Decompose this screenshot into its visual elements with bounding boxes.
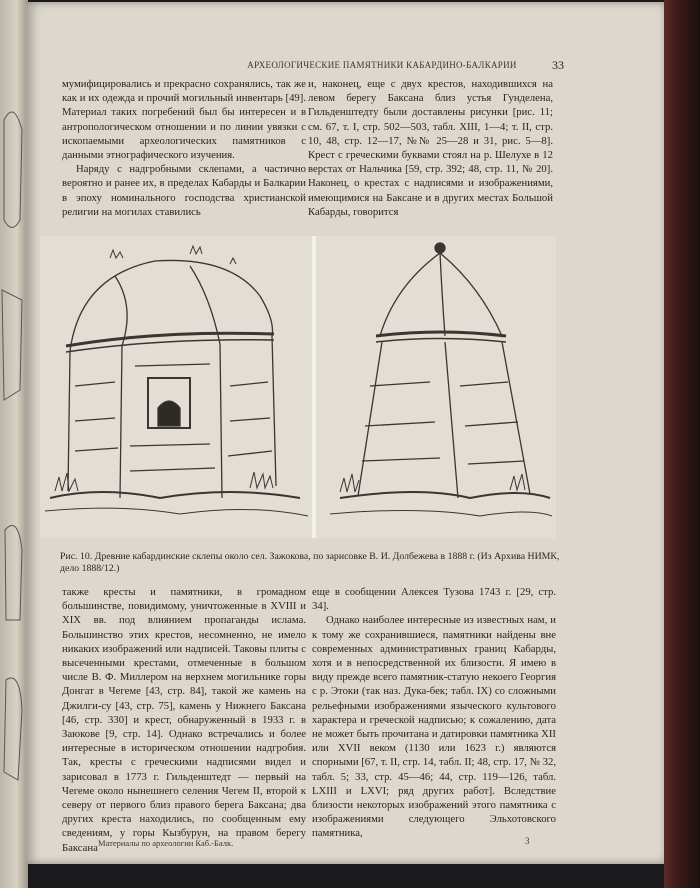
facing-page-sketch [0, 60, 26, 840]
footer-sheet-number: 3 [525, 836, 530, 846]
text-column-bottom-left [62, 585, 306, 855]
running-head: АРХЕОЛОГИЧЕСКИЕ ПАМЯТНИКИ КАБАРДИНО-БАЛКАРИИ [247, 60, 517, 70]
paragraph: мумифицировались и прекрасно сохранялись, так же как и их одежда и прочий могильный инвентарь [49]. Материал таких погребений был бы интересен и в антропологическом отношении и по линии увязки с ископаемыми археологических памятников с данными этнографического изучения. [62, 78, 306, 162]
footer-signature: Материалы по археологии Каб.-Балк. [98, 838, 234, 848]
paragraph: также кресты и памятники, в громадном большинстве, повидимому, уничтоженные в XVIII и XIX вв. под влиянием пропаганды ислама. Большинство этих крестов, несомненно, не имело никаких изображений или надписей. Таковы плиты с высеченными крестами, отмеченные в большом числе В. Ф. Миллером на верхнем могильнике горы Донгат в Чегеме [43, стр. 84], такой же камень на Джилги-су [43, стр. 75], камень у Нижнего Баксана [46, стр. 330] и крест, обнаруженный в 1933 г. в Заюкове [9, стр. 14]. Однако встречались и более интересные в историческом отношении надгробия. Так, кресты с греческими надписями видел и зарисовал в 1773 г. Гильденштедт — первый на Чегеме около нынешнего селения Чегем II, второй к северу от первого близ правого берега Баксана; два других креста находились, по сообщенным ему сведениям, у горы Кызбурун, на правом берегу Баксана [62, 586, 306, 854]
paragraph: Наряду с надгробными склепами, а частично вероятно и ранее их, в пределах Кабарды и Балкарии в эпоху номинального господства христианской религии на могилах ставились [62, 163, 306, 218]
figure-crypt-drawings [40, 236, 556, 538]
text-column-top-left [62, 77, 306, 219]
paragraph: еще в сообщении Алексея Тузова 1743 г. [29, стр. 34]. [312, 586, 556, 613]
page-number: 33 [552, 58, 564, 72]
book-cover-edge [664, 0, 700, 888]
crypt-drawings-image [40, 236, 556, 538]
paragraph: и, наконец, еще с двух крестов, находившихся на левом берегу Баксана близ устья Гунделена, Гильденштедту были доставлены рисунки [рис. 11; см. 67, т. I, стр. 502—503, табл. XIII, 1—4; т. II, стр. 10, 48, стр. 12—17, №№ 25—28 и 31, рис. 5—8]. Крест с греческими буквами стоял на р. Шелухе в 12 верстах от Нальчика [59, стр. 392; 48, стр. 11, № 20]. Наконец, о крестах с надписями и изображениями, имеющимися на Баксане и в других местах Большой Кабарды, говорится [308, 78, 553, 218]
figure-caption: Рис. 10. Древние кабардинские склепы около сел. Зажокова, по зарисовке В. И. Долбежева в 1888 г. (Из Архива НИМК, дело 1888/12.) [60, 551, 560, 574]
text-column-bottom-right [312, 585, 556, 841]
text-column-top-right [308, 77, 553, 219]
paragraph: Однако наиболее интересные из известных нам, и к тому же сохранившиеся, памятники найдены вне современных административных границ Кабарды, хотя и в непосредственной их близости. Я имею в виду прежде всего памятник-статую некоего Георгия с р. Этоки (так наз. Дука-бек; табл. IX) со сложными рельефными изображениями языческого культового характера и греческой надписью; к сожалению, дата не может быть прочитана и датировки памятника XII или XVII веком (1130 или 1623 г.) являются спорными [67, т. II, стр. 14, табл. II; 48, стр. 17, № 32, табл. 5; 33, стр. 45—46; 44, стр. 119—126, табл. LXIII и LXVI; ряд других работ]. Вследствие близости некоторых изображений этого памятника с изображениями следующего Эльхотовского памятника, [312, 614, 556, 840]
